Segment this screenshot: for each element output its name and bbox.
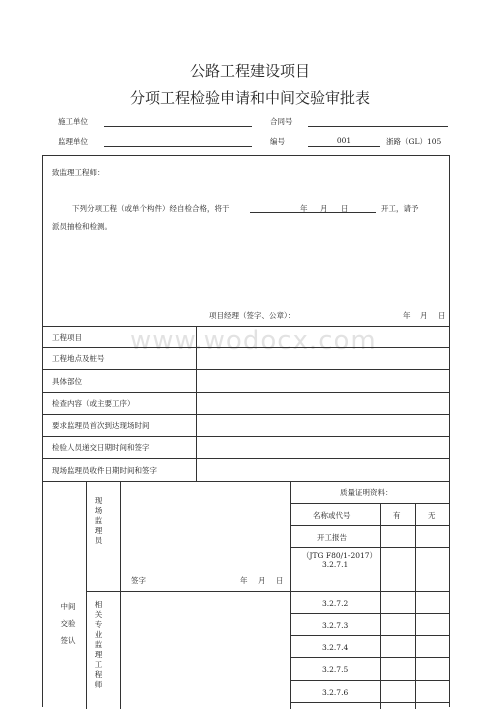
signature-day: 日 — [438, 311, 446, 320]
contract-no-label: 合同号 — [270, 117, 293, 126]
col-none: 无 — [428, 511, 436, 520]
row-project: 工程项目 — [52, 333, 82, 342]
specialist-engineer-label: 相关专业监理工程师 — [94, 600, 103, 689]
serial-no-label: 编号 — [270, 137, 285, 146]
supervision-unit-label: 监理单位 — [58, 137, 88, 146]
signature-year: 年 — [403, 311, 411, 320]
project-manager-signature-label: 项目经理（签字、公章）： — [209, 311, 296, 320]
item-3-2-7-1: 3.2.7.1 — [322, 560, 349, 569]
salutation: 致监理工程师： — [52, 168, 105, 177]
intermediate-acceptance-label: 中间交验签认 — [60, 602, 76, 645]
watermark: www.wodocx.com — [130, 326, 377, 356]
item-3-2-7-5: 3.2.7.5 — [322, 665, 349, 674]
sign-label: 签字 — [131, 576, 146, 585]
start-date-month: 月 — [320, 204, 328, 213]
application-text-prefix: 下列分项工程（或单个构件）经自检合格，将于 — [72, 204, 230, 213]
start-date-year: 年 — [300, 204, 308, 213]
signature-month: 月 — [420, 311, 428, 320]
document-subtitle: 分项工程检验申请和中间交验审批表 — [129, 89, 370, 107]
onsite-supervisor-label: 现场监理员 — [94, 496, 103, 545]
item-3-2-7-2: 3.2.7.2 — [322, 599, 349, 608]
item-3-2-7-4: 3.2.7.4 — [322, 643, 349, 652]
application-text-line2: 派员抽检和检测。 — [52, 222, 112, 231]
col-name-code: 名称或代号 — [313, 511, 351, 520]
row-location-station: 工程地点及桩号 — [52, 354, 105, 363]
quality-docs-title: 质量证明资料： — [340, 488, 393, 497]
start-date-day: 日 — [341, 204, 349, 213]
supervision-unit-field — [104, 146, 252, 147]
col-have: 有 — [393, 511, 401, 520]
serial-no-value: 001 — [336, 136, 352, 145]
serial-no-field — [308, 146, 380, 147]
row-supervisor-arrival-time: 要求监理员首次到达现场时间 — [52, 421, 150, 430]
item-3-2-7-6: 3.2.7.6 — [322, 688, 349, 697]
sign-day: 日 — [276, 576, 284, 585]
contract-no-field — [308, 126, 448, 127]
form-code: 浙路（GL）105 — [386, 137, 442, 146]
row-inspection-content: 检查内容（或主要工序） — [52, 399, 135, 408]
standard-reference: （JTG F80/1-2017） — [302, 551, 378, 560]
row-inspector-submission: 检验人员递交日期时间和签字 — [52, 443, 150, 452]
sign-year: 年 — [240, 576, 248, 585]
approval-table — [42, 155, 450, 707]
sign-month: 月 — [258, 576, 266, 585]
application-text-suffix: 开工，请予 — [381, 204, 419, 213]
construction-unit-field — [104, 126, 252, 127]
row-supervisor-receipt: 现场监理员收件日期时间和签字 — [52, 466, 157, 475]
start-report: 开工报告 — [317, 533, 347, 542]
construction-unit-label: 施工单位 — [58, 117, 88, 126]
document-title: 公路工程建设项目 — [189, 62, 310, 80]
item-3-2-7-3: 3.2.7.3 — [322, 621, 349, 630]
start-date-field — [250, 212, 376, 213]
row-specific-part: 具体部位 — [52, 377, 82, 386]
